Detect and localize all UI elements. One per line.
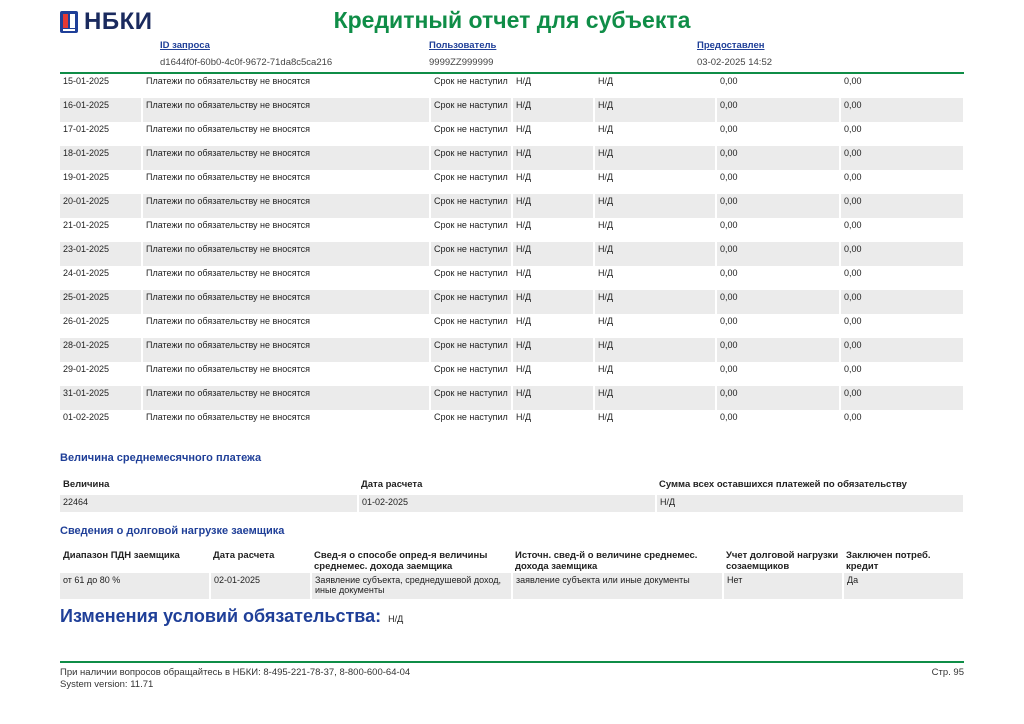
payment-na-1: Н/Д	[512, 170, 594, 194]
provided-value: 03-02-2025 14:52	[697, 57, 773, 68]
payment-amount-2: 0,00	[840, 386, 964, 410]
payment-amount-1: 0,00	[716, 98, 840, 122]
payment-status: Платежи по обязательству не вносятся	[142, 338, 430, 362]
page-number: Стр. 95	[931, 667, 964, 678]
debt-pdn-range: от 61 до 80 %	[60, 573, 210, 599]
payment-amount-1: 0,00	[716, 410, 840, 434]
payment-term: Срок не наступил	[430, 146, 512, 170]
payment-term: Срок не наступил	[430, 314, 512, 338]
payment-na-2: Н/Д	[594, 242, 716, 266]
payment-date: 17-01-2025	[60, 122, 142, 146]
payment-date: 26-01-2025	[60, 314, 142, 338]
debt-header-pdn-range: Диапазон ПДН заемщика	[63, 550, 180, 561]
payment-na-2: Н/Д	[594, 386, 716, 410]
payment-row	[60, 242, 964, 266]
payment-status: Платежи по обязательству не вносятся	[142, 314, 430, 338]
conditions-changes	[60, 606, 403, 627]
payment-na-1: Н/Д	[512, 194, 594, 218]
payment-amount-2: 0,00	[840, 362, 964, 386]
payment-date: 29-01-2025	[60, 362, 142, 386]
payment-na-1: Н/Д	[512, 218, 594, 242]
conditions-changes-value: Н/Д	[388, 614, 404, 624]
payment-amount-1: 0,00	[716, 170, 840, 194]
payment-amount-1: 0,00	[716, 386, 840, 410]
payment-na-1: Н/Д	[512, 338, 594, 362]
payment-status: Платежи по обязательству не вносятся	[142, 362, 430, 386]
payment-row	[60, 386, 964, 410]
payment-date: 25-01-2025	[60, 290, 142, 314]
payment-date: 16-01-2025	[60, 98, 142, 122]
user-label: Пользователь	[429, 40, 497, 51]
payment-amount-2: 0,00	[840, 194, 964, 218]
payment-row	[60, 266, 964, 290]
debt-income-method: Заявление субъекта, среднедушевой доход, иные документы	[311, 573, 512, 599]
debt-income-source: заявление субъекта или иные документы	[512, 573, 723, 599]
payment-na-2: Н/Д	[594, 410, 716, 434]
payment-amount-1: 0,00	[716, 290, 840, 314]
payment-amount-1: 0,00	[716, 242, 840, 266]
avg-payment-header-row	[60, 477, 964, 495]
payment-amount-2: 0,00	[840, 266, 964, 290]
payment-term: Срок не наступил	[430, 242, 512, 266]
payment-term: Срок не наступил	[430, 362, 512, 386]
payment-na-2: Н/Д	[594, 338, 716, 362]
payment-status: Платежи по обязательству не вносятся	[142, 386, 430, 410]
payment-amount-2: 0,00	[840, 338, 964, 362]
request-id-label: ID запроса	[160, 40, 210, 51]
user-value: 9999ZZ999999	[429, 57, 494, 68]
payment-date: 21-01-2025	[60, 218, 142, 242]
payment-term: Срок не наступил	[430, 218, 512, 242]
payment-row	[60, 338, 964, 362]
payment-amount-1: 0,00	[716, 362, 840, 386]
payment-row	[60, 410, 964, 434]
payment-amount-2: 0,00	[840, 122, 964, 146]
payment-row	[60, 146, 964, 170]
payment-na-1: Н/Д	[512, 314, 594, 338]
payment-amount-2: 0,00	[840, 98, 964, 122]
payment-amount-1: 0,00	[716, 194, 840, 218]
page-title: Кредитный отчет для субъекта	[333, 7, 691, 33]
payment-amount-2: 0,00	[840, 74, 964, 98]
payment-status: Платежи по обязательству не вносятся	[142, 290, 430, 314]
footer-version: System version: 11.71	[60, 679, 154, 690]
payment-na-1: Н/Д	[512, 362, 594, 386]
debt-load-row	[60, 573, 964, 599]
payment-na-2: Н/Д	[594, 266, 716, 290]
avg-date: 01-02-2025	[358, 495, 656, 512]
payment-date: 24-01-2025	[60, 266, 142, 290]
debt-header-date: Дата расчета	[213, 550, 275, 561]
payment-na-2: Н/Д	[594, 98, 716, 122]
payment-na-2: Н/Д	[594, 314, 716, 338]
payment-status: Платежи по обязательству не вносятся	[142, 122, 430, 146]
payment-date: 19-01-2025	[60, 170, 142, 194]
payment-na-1: Н/Д	[512, 146, 594, 170]
payment-na-1: Н/Д	[512, 242, 594, 266]
payment-row	[60, 122, 964, 146]
payment-row	[60, 218, 964, 242]
request-id-value: d1644f0f-60b0-4c0f-9672-71da8c5ca216	[160, 57, 333, 68]
debt-header-consumer-credit: Заключен потреб. кредит	[846, 550, 931, 572]
payment-term: Срок не наступил	[430, 266, 512, 290]
avg-value: 22464	[60, 495, 358, 512]
provided-label: Предоставлен	[697, 40, 765, 51]
payments-table	[60, 74, 965, 434]
payment-term: Срок не наступил	[430, 290, 512, 314]
payment-amount-1: 0,00	[716, 266, 840, 290]
payment-status: Платежи по обязательству не вносятся	[142, 98, 430, 122]
footer-contact: При наличии вопросов обращайтесь в НБКИ: 8-495-221-78-37, 8-800-600-64-04	[60, 667, 411, 678]
payment-term: Срок не наступил	[430, 194, 512, 218]
payment-status: Платежи по обязательству не вносятся	[142, 218, 430, 242]
payment-na-1: Н/Д	[512, 290, 594, 314]
payment-row	[60, 290, 964, 314]
payment-status: Платежи по обязательству не вносятся	[142, 194, 430, 218]
payment-term: Срок не наступил	[430, 386, 512, 410]
payment-amount-1: 0,00	[716, 314, 840, 338]
meta-provided	[697, 40, 772, 68]
avg-payment-table	[60, 477, 965, 512]
payment-amount-2: 0,00	[840, 290, 964, 314]
debt-coborrowers: Нет	[723, 573, 843, 599]
payment-amount-1: 0,00	[716, 338, 840, 362]
payment-status: Платежи по обязательству не вносятся	[142, 266, 430, 290]
debt-header-income-method: Свед-я о способе опред-я величины среднемес. дохода заемщика	[314, 550, 488, 572]
payment-na-1: Н/Д	[512, 98, 594, 122]
payment-status: Платежи по обязательству не вносятся	[142, 242, 430, 266]
payment-amount-1: 0,00	[716, 74, 840, 98]
avg-remaining-sum: Н/Д	[656, 495, 964, 512]
avg-header-date: Дата расчета	[361, 479, 423, 490]
payment-row	[60, 98, 964, 122]
footer	[60, 667, 410, 691]
payment-na-1: Н/Д	[512, 410, 594, 434]
payment-na-2: Н/Д	[594, 290, 716, 314]
debt-header-income-source: Источн. свед-й о величине среднемес. дохода заемщика	[515, 550, 698, 572]
payment-amount-1: 0,00	[716, 122, 840, 146]
payment-date: 23-01-2025	[60, 242, 142, 266]
footer-divider	[60, 661, 964, 663]
payment-amount-2: 0,00	[840, 314, 964, 338]
avg-payment-title: Величина среднемесячного платежа	[60, 452, 262, 464]
payment-row	[60, 170, 964, 194]
payment-date: 20-01-2025	[60, 194, 142, 218]
payment-term: Срок не наступил	[430, 170, 512, 194]
payment-term: Срок не наступил	[430, 98, 512, 122]
payment-na-2: Н/Д	[594, 194, 716, 218]
debt-header-coborrowers: Учет долговой нагрузки созаемщиков	[726, 550, 839, 572]
payment-date: 01-02-2025	[60, 410, 142, 434]
payment-na-2: Н/Д	[594, 170, 716, 194]
payment-date: 18-01-2025	[60, 146, 142, 170]
payment-term: Срок не наступил	[430, 410, 512, 434]
payment-status: Платежи по обязательству не вносятся	[142, 410, 430, 434]
payment-status: Платежи по обязательству не вносятся	[142, 74, 430, 98]
payment-na-2: Н/Д	[594, 74, 716, 98]
avg-payment-row	[60, 495, 964, 512]
payment-row	[60, 314, 964, 338]
payment-na-2: Н/Д	[594, 122, 716, 146]
payment-na-2: Н/Д	[594, 218, 716, 242]
payment-status: Платежи по обязательству не вносятся	[142, 146, 430, 170]
debt-load-title: Сведения о долговой нагрузке заемщика	[60, 525, 285, 537]
payment-term: Срок не наступил	[430, 122, 512, 146]
payment-na-1: Н/Д	[512, 386, 594, 410]
avg-header-value: Величина	[63, 479, 110, 490]
payment-amount-1: 0,00	[716, 146, 840, 170]
conditions-changes-title: Изменения условий обязательства:	[60, 606, 382, 626]
payment-row	[60, 194, 964, 218]
payment-date: 31-01-2025	[60, 386, 142, 410]
payment-na-2: Н/Д	[594, 146, 716, 170]
payment-term: Срок не наступил	[430, 74, 512, 98]
payment-na-2: Н/Д	[594, 362, 716, 386]
payment-row	[60, 74, 964, 98]
debt-load-table	[60, 549, 965, 599]
payment-amount-2: 0,00	[840, 410, 964, 434]
payment-term: Срок не наступил	[430, 338, 512, 362]
payment-na-1: Н/Д	[512, 74, 594, 98]
debt-load-header-row	[60, 549, 964, 573]
avg-header-remaining-sum: Сумма всех оставшихся платежей по обязательству	[659, 479, 907, 490]
meta-request-id	[160, 40, 332, 68]
payment-row	[60, 362, 964, 386]
meta-user	[429, 40, 496, 68]
payment-amount-2: 0,00	[840, 146, 964, 170]
payment-amount-2: 0,00	[840, 170, 964, 194]
payment-amount-2: 0,00	[840, 218, 964, 242]
debt-consumer-credit: Да	[843, 573, 964, 599]
payment-na-1: Н/Д	[512, 266, 594, 290]
payment-date: 15-01-2025	[60, 74, 142, 98]
payment-na-1: Н/Д	[512, 122, 594, 146]
payment-amount-1: 0,00	[716, 218, 840, 242]
logo-text: НБКИ	[84, 8, 153, 35]
payment-amount-2: 0,00	[840, 242, 964, 266]
debt-date: 02-01-2025	[210, 573, 311, 599]
payment-status: Платежи по обязательству не вносятся	[142, 170, 430, 194]
payment-date: 28-01-2025	[60, 338, 142, 362]
